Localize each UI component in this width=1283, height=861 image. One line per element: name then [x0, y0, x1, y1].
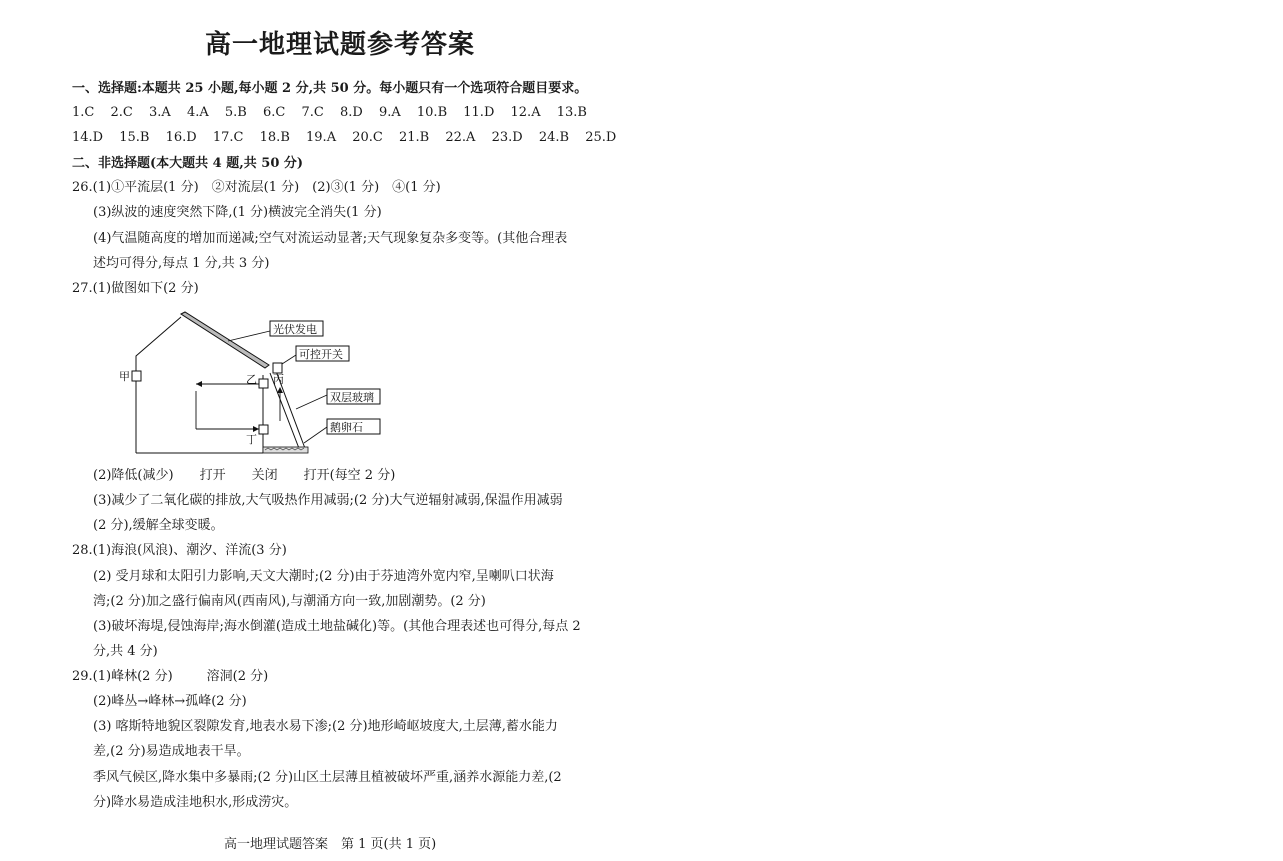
q28-line-3: 湾;(2 分)加之盛行偏南风(西南风),与潮涌方向一致,加剧潮势。(2 分): [93, 594, 486, 609]
sunroom-diagram: [118, 309, 388, 459]
label-double-glass: 双层玻璃: [330, 391, 374, 404]
mcq-answer: 7.C: [301, 105, 324, 120]
mcq-answer: 14.D: [72, 130, 104, 145]
mcq-answer: 20.C: [352, 130, 383, 145]
q28-line-1: 28.(1)海浪(风浪)、潮汐、洋流(3 分): [72, 543, 287, 558]
mcq-answer: 1.C: [72, 105, 95, 120]
mcq-answer: 17.C: [212, 130, 244, 145]
label-controllable-switch: 可控开关: [299, 348, 343, 361]
q28-line-4: (3)破坏海堤,侵蚀海岸;海水倒灌(造成土地盐碱化)等。(其他合理表述也可得分,每点 2: [93, 619, 581, 634]
mcq-answer: 16.D: [165, 130, 197, 145]
q29-line-5: 季风气候区,降水集中多暴雨;(2 分)山区土层薄且植被破坏严重,涵养水源能力差,(2: [93, 770, 562, 785]
q27-answer-d: 打开(每空 2 分): [303, 468, 396, 483]
vent-jia: [132, 371, 141, 381]
mcq-answer: 5.B: [224, 105, 247, 120]
mcq-row-2: [72, 130, 628, 145]
q29-line-3: (3) 喀斯特地貌区裂隙发育,地表水易下渗;(2 分)地形崎岖坡度大,土层薄,蓄水能力: [93, 719, 558, 734]
mcq-answer: 22.A: [445, 130, 476, 145]
mcq-answer: 19.A: [306, 130, 337, 145]
q27-line-1: 27.(1)做图如下(2 分): [72, 281, 199, 296]
q27-line-3: (3)减少了二氧化碳的排放,大气吸热作用减弱;(2 分)大气逆辐射减弱,保温作用减弱: [93, 493, 563, 508]
q27-answer-c: 关闭: [251, 468, 278, 483]
mcq-answer: 11.D: [463, 105, 495, 120]
mcq-answer: 12.A: [510, 105, 541, 120]
vent-ding: [259, 425, 268, 434]
vent-yi: [259, 379, 268, 388]
q27-line-2: [93, 468, 395, 484]
arrowhead: [253, 426, 259, 432]
label-pebbles: 鹅卵石: [330, 421, 363, 434]
q26-line-3: (4)气温随高度的增加而递减;空气对流运动显著;天气现象复杂多变等。(其他合理表: [93, 231, 568, 246]
mcq-row-1: [72, 105, 599, 120]
arrowhead: [196, 381, 202, 387]
callout-line: [228, 331, 270, 341]
mcq-answer: 10.B: [416, 105, 448, 120]
label-yi: 乙: [246, 373, 257, 386]
mcq-answer: 25.D: [585, 130, 617, 145]
house-left-wall: [136, 317, 181, 453]
q26-line-4: 述均可得分,每点 1 分,共 3 分): [93, 256, 270, 271]
mcq-answer: 3.A: [149, 105, 171, 120]
q28-line-5: 分,共 4 分): [93, 644, 158, 659]
label-bing: 丙: [273, 373, 284, 386]
q29-answer-a: 29.(1)峰林(2 分): [72, 669, 173, 684]
label-ding: 丁: [246, 433, 257, 446]
mcq-answer: 9.A: [378, 105, 401, 120]
section2-heading: 二、非选择题(本大题共 4 题,共 50 分): [72, 156, 304, 171]
q29-answer-b: 溶洞(2 分): [206, 669, 269, 684]
page-footer: 高一地理试题答案 第 1 页(共 1 页): [224, 837, 437, 852]
callout-line: [304, 427, 327, 443]
q29-line-2: (2)峰丛→峰林→孤峰(2 分): [93, 694, 247, 709]
section1-heading: 一、选择题:本题共 25 小题,每小题 2 分,共 50 分。每小题只有一个选项符合题目要求。: [72, 81, 588, 96]
mcq-answer: 8.D: [339, 105, 363, 120]
q28-line-2: (2) 受月球和太阳引力影响,天文大潮时;(2 分)由于芬迪湾外宽内窄,呈喇叭口状海: [93, 569, 554, 584]
solar-panel: [181, 312, 269, 368]
q27-line-4: (2 分),缓解全球变暖。: [93, 518, 224, 533]
vent-bing: [273, 363, 282, 373]
q26-line-2: (3)纵波的速度突然下降,(1 分)横波完全消失(1 分): [93, 205, 382, 220]
q26-line-1: 26.(1)①平流层(1 分) ②对流层(1 分) (2)③(1 分) ④(1 分): [72, 180, 441, 195]
q29-line-1: [72, 669, 268, 685]
mcq-answer: 6.C: [262, 105, 286, 120]
q27-answer-b: 打开: [199, 468, 226, 483]
mcq-answer: 18.B: [259, 130, 290, 145]
callout-line: [282, 355, 296, 364]
mcq-answer: 15.B: [119, 130, 150, 145]
q29-line-6: 分)降水易造成洼地积水,形成涝灾。: [93, 795, 298, 810]
page-title: 高一地理试题参考答案: [205, 30, 476, 60]
mcq-answer: 13.B: [556, 105, 587, 120]
mcq-answer: 24.B: [538, 130, 570, 145]
mcq-answer: 4.A: [186, 105, 209, 120]
label-jia: 甲: [119, 370, 130, 383]
q27-answer-a: (2)降低(减少): [93, 468, 174, 483]
mcq-answer: 2.C: [110, 105, 133, 120]
callout-line: [296, 395, 327, 409]
label-solar-power: 光伏发电: [273, 323, 317, 336]
mcq-answer: 21.B: [398, 130, 430, 145]
mcq-answer: 23.D: [491, 130, 523, 145]
q29-line-4: 差,(2 分)易造成地表干旱。: [93, 744, 250, 759]
